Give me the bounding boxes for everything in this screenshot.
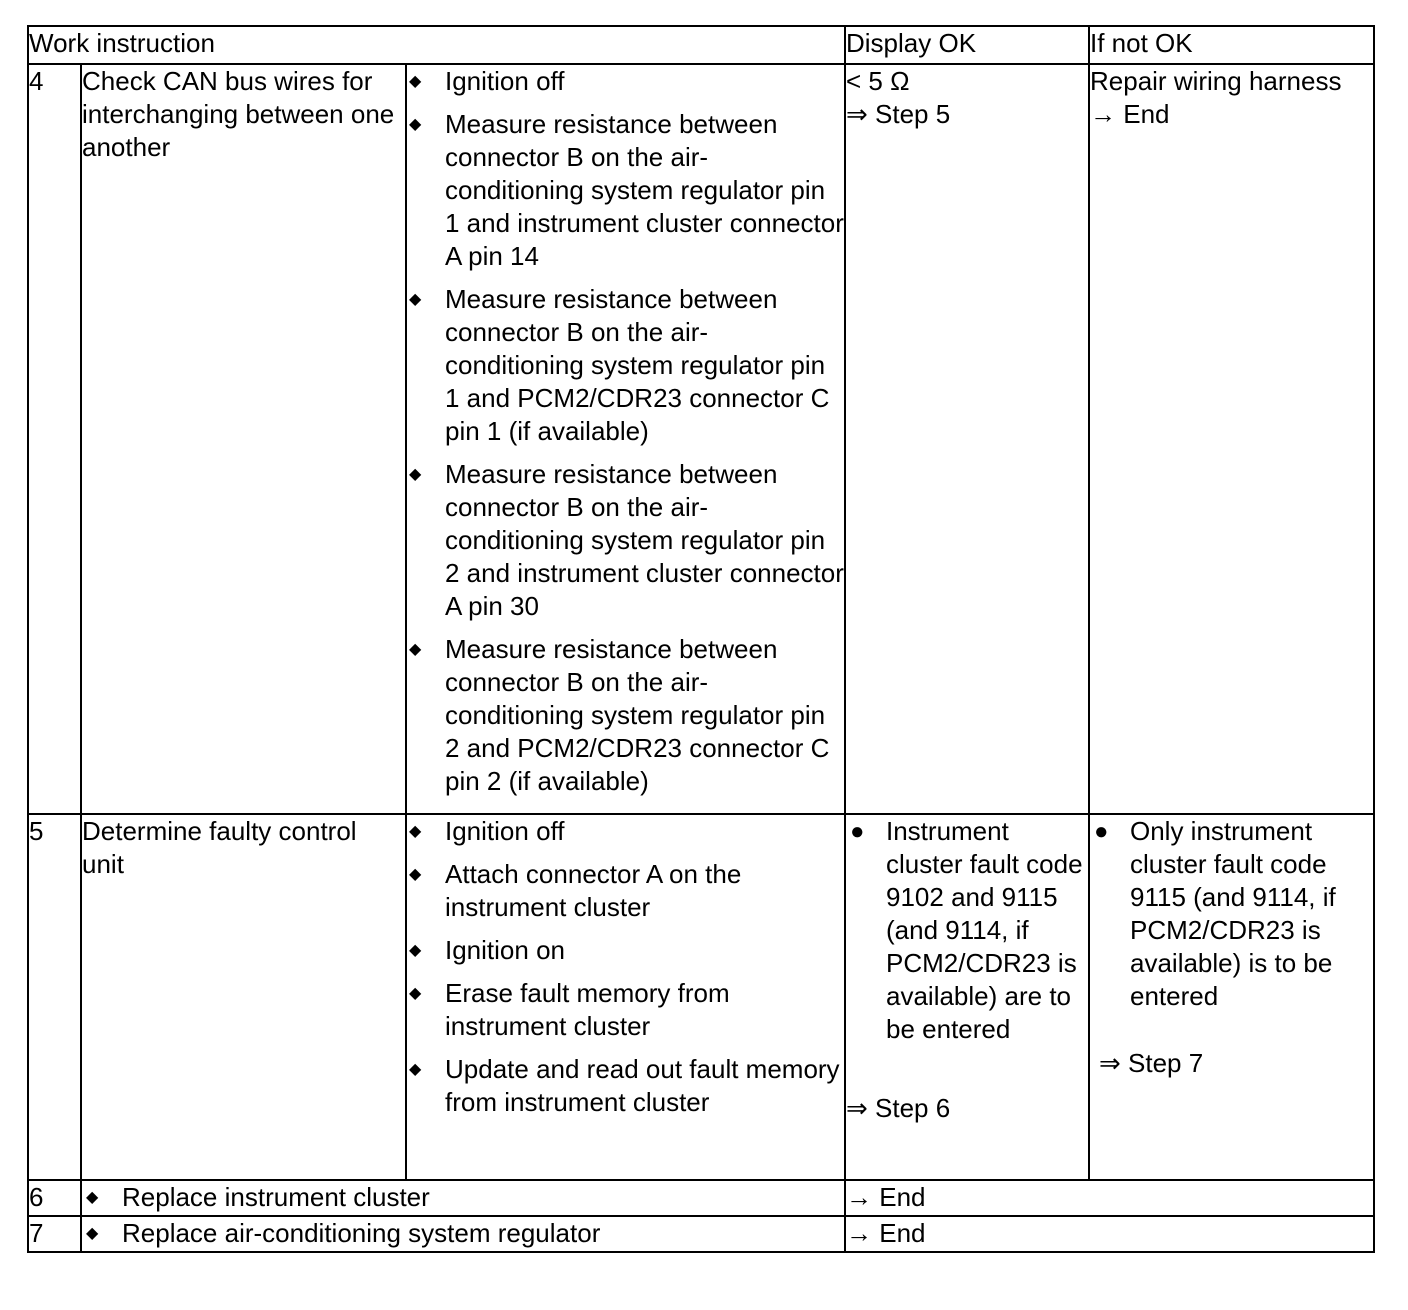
action-list [407, 815, 844, 1119]
diamond-bullet-icon: ◆ [409, 73, 422, 90]
list-item: ◆ Update and read out fault memory from instrument cluster [409, 1054, 840, 1117]
step-number: 7 [28, 1216, 81, 1252]
next-step-link: ⇒ Step 7 [1099, 1048, 1204, 1078]
diamond-bullet-icon: ◆ [86, 1225, 99, 1242]
table-row-step-6 [28, 1180, 1374, 1216]
resistance-threshold: < 5 Ω [846, 66, 910, 96]
diamond-bullet-icon: ◆ [409, 641, 422, 658]
list-item: ◆ Measure resistance between connector B on the air-conditioning system regulator pin 1 and PCM2/CDR23 connector C pin 1 (if available) [409, 284, 830, 446]
step-actions [406, 814, 845, 1180]
step-result: → End [845, 1216, 1374, 1252]
repair-text: Repair wiring harness [1090, 66, 1342, 96]
work-instruction-table [27, 25, 1375, 1253]
diamond-bullet-icon: ◆ [409, 823, 422, 840]
spacer [1090, 1013, 1373, 1047]
table-row-step-5 [28, 814, 1374, 1180]
table-row-step-4 [28, 64, 1374, 814]
step-number: 5 [28, 814, 81, 1180]
work-instruction-document [27, 25, 1373, 1253]
step-number: 4 [28, 64, 81, 814]
step-result: → End [845, 1180, 1374, 1216]
list-item: ◆ Ignition off [409, 816, 565, 846]
list-item: ◆ Ignition on [409, 935, 565, 965]
step-description: Determine faulty control unit [81, 814, 406, 1180]
diamond-bullet-icon: ◆ [86, 1189, 99, 1206]
header-if-not-ok: If not OK [1089, 26, 1374, 64]
list-item: ◆ Measure resistance between connector B on the air-conditioning system regulator pin 2 and instrument cluster connector A pin 30 [409, 459, 844, 621]
header-display-ok: Display OK [845, 26, 1089, 64]
display-ok-cell [845, 814, 1089, 1180]
not-ok-cell [1089, 64, 1374, 814]
header-row [28, 26, 1374, 64]
step-actions [406, 64, 845, 814]
end-text: → End [1090, 99, 1170, 129]
next-step-link: ⇒ Step 6 [846, 1093, 951, 1123]
list-item: ● Instrument cluster fault code 9102 and 9115 (and 9114, if PCM2/CDR23 is available) are to be entered [850, 816, 1083, 1044]
diamond-bullet-icon: ◆ [409, 291, 422, 308]
round-bullet-icon: ● [850, 818, 865, 845]
next-step-link: ⇒ Step 5 [846, 99, 951, 129]
not-ok-cell [1089, 814, 1374, 1180]
table-row-step-7 [28, 1216, 1374, 1252]
list-item: ◆ Ignition off [409, 66, 565, 96]
diamond-bullet-icon: ◆ [409, 942, 422, 959]
display-ok-cell [845, 64, 1089, 814]
result-list [846, 815, 1088, 1046]
round-bullet-icon: ● [1094, 818, 1109, 845]
list-item: ◆ Measure resistance between connector B on the air-conditioning system regulator pin 1 and instrument cluster connector A pin 14 [409, 109, 844, 271]
step-description: Check CAN bus wires for interchanging between one another [81, 64, 406, 814]
diamond-bullet-icon: ◆ [409, 1061, 422, 1078]
list-item: ◆ Erase fault memory from instrument cluster [409, 978, 730, 1041]
diamond-bullet-icon: ◆ [409, 866, 422, 883]
header-work-instruction: Work instruction [28, 26, 845, 64]
spacer [846, 1046, 1088, 1092]
list-item: ◆ Measure resistance between connector B on the air-conditioning system regulator pin 2 and PCM2/CDR23 connector C pin 2 (if available) [409, 634, 830, 796]
list-item: ◆ Attach connector A on the instrument cluster [409, 859, 742, 922]
diamond-bullet-icon: ◆ [409, 116, 422, 133]
step-instruction: ◆ Replace air-conditioning system regulator [81, 1216, 845, 1252]
diamond-bullet-icon: ◆ [409, 466, 422, 483]
action-list [407, 65, 844, 798]
diamond-bullet-icon: ◆ [409, 985, 422, 1002]
step-number: 6 [28, 1180, 81, 1216]
list-item: ● Only instrument cluster fault code 9115 (and 9114, if PCM2/CDR23 is available) is to be entered [1094, 816, 1336, 1011]
step-instruction: ◆ Replace instrument cluster [81, 1180, 845, 1216]
result-list [1090, 815, 1373, 1013]
